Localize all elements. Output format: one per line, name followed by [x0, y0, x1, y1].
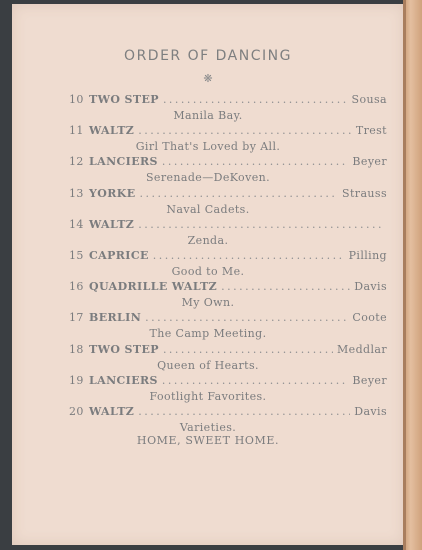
dot-leader — [138, 218, 383, 231]
dance-name: CAPRICE — [89, 249, 149, 262]
dance-number: 17 — [69, 311, 84, 325]
piece-title: Manila Bay. — [173, 109, 243, 122]
dance-line — [69, 249, 387, 265]
dance-name: TWO STEP — [89, 342, 159, 356]
dance-number: 18 — [69, 342, 84, 356]
dance-name: WALTZ — [89, 217, 135, 231]
dot-leader — [221, 280, 350, 293]
finale-text: HOME, SWEET HOME. — [136, 434, 280, 447]
composer-name: Beyer — [352, 155, 387, 169]
piece-title: My Own. — [181, 296, 235, 310]
piece-title: Footlight Favorites. — [149, 389, 267, 403]
dance-number: 16 — [69, 280, 84, 294]
dot-leader — [140, 187, 339, 200]
dance-name: TWO STEP — [89, 93, 159, 106]
piece-title: Zenda. — [187, 233, 229, 247]
dance-line — [69, 155, 387, 171]
program-card — [12, 4, 405, 545]
booklet-spine — [403, 0, 422, 550]
piece-title: Naval Cadets. — [166, 202, 250, 216]
dance-line — [69, 405, 387, 421]
dance-name: QUADRILLE WALTZ — [89, 280, 218, 294]
dance-line — [69, 93, 387, 109]
dance-name: LANCIERS — [89, 155, 158, 169]
piece-title: Good to Me. — [171, 265, 245, 278]
dance-number: 11 — [69, 124, 84, 138]
dance-number: 13 — [69, 186, 84, 200]
dance-line — [69, 280, 387, 296]
dot-leader — [163, 93, 348, 106]
dance-line — [69, 311, 387, 327]
piece-title: The Camp Meeting. — [149, 327, 267, 341]
dance-name: WALTZ — [89, 405, 135, 418]
dance-line — [69, 187, 387, 203]
composer-name: Meddlar — [337, 342, 387, 356]
composer-name: Davis — [354, 405, 387, 418]
piece-title: Varieties. — [179, 421, 237, 434]
dance-line — [69, 124, 387, 140]
dance-name: YORKE — [89, 186, 136, 200]
dance-number: 20 — [69, 405, 84, 418]
dance-name: BERLIN — [89, 311, 142, 325]
dance-line — [69, 343, 387, 359]
composer-name: Sousa — [351, 93, 387, 106]
piece-title: Queen of Hearts. — [157, 358, 259, 372]
dance-name: LANCIERS — [89, 373, 158, 387]
flower-ornament-icon: ❋ — [203, 72, 213, 85]
dance-number: 10 — [69, 93, 84, 106]
dot-leader — [138, 405, 350, 418]
dance-number: 15 — [69, 249, 84, 262]
dot-leader — [162, 155, 349, 168]
dance-number: 14 — [69, 217, 84, 231]
piece-title: Serenade—DeKoven. — [146, 171, 270, 185]
dance-number: 12 — [69, 155, 84, 169]
dance-line — [69, 218, 387, 234]
composer-name: Strauss — [342, 186, 387, 200]
dance-name: WALTZ — [89, 124, 135, 138]
dot-leader — [145, 311, 348, 324]
dance-line — [69, 374, 387, 390]
piece-title: Girl That's Loved by All. — [135, 140, 281, 154]
composer-name: Trest — [355, 124, 387, 138]
dot-leader — [163, 343, 333, 356]
composer-name: Pilling — [348, 249, 387, 262]
dot-leader — [153, 249, 345, 262]
composer-name: Davis — [354, 280, 387, 294]
dot-leader — [162, 374, 349, 387]
dance-number: 19 — [69, 373, 84, 387]
composer-name: Coote — [352, 311, 387, 325]
composer-name: Beyer — [352, 373, 387, 387]
page-title: ORDER OF DANCING — [124, 48, 292, 64]
dot-leader — [138, 124, 352, 137]
